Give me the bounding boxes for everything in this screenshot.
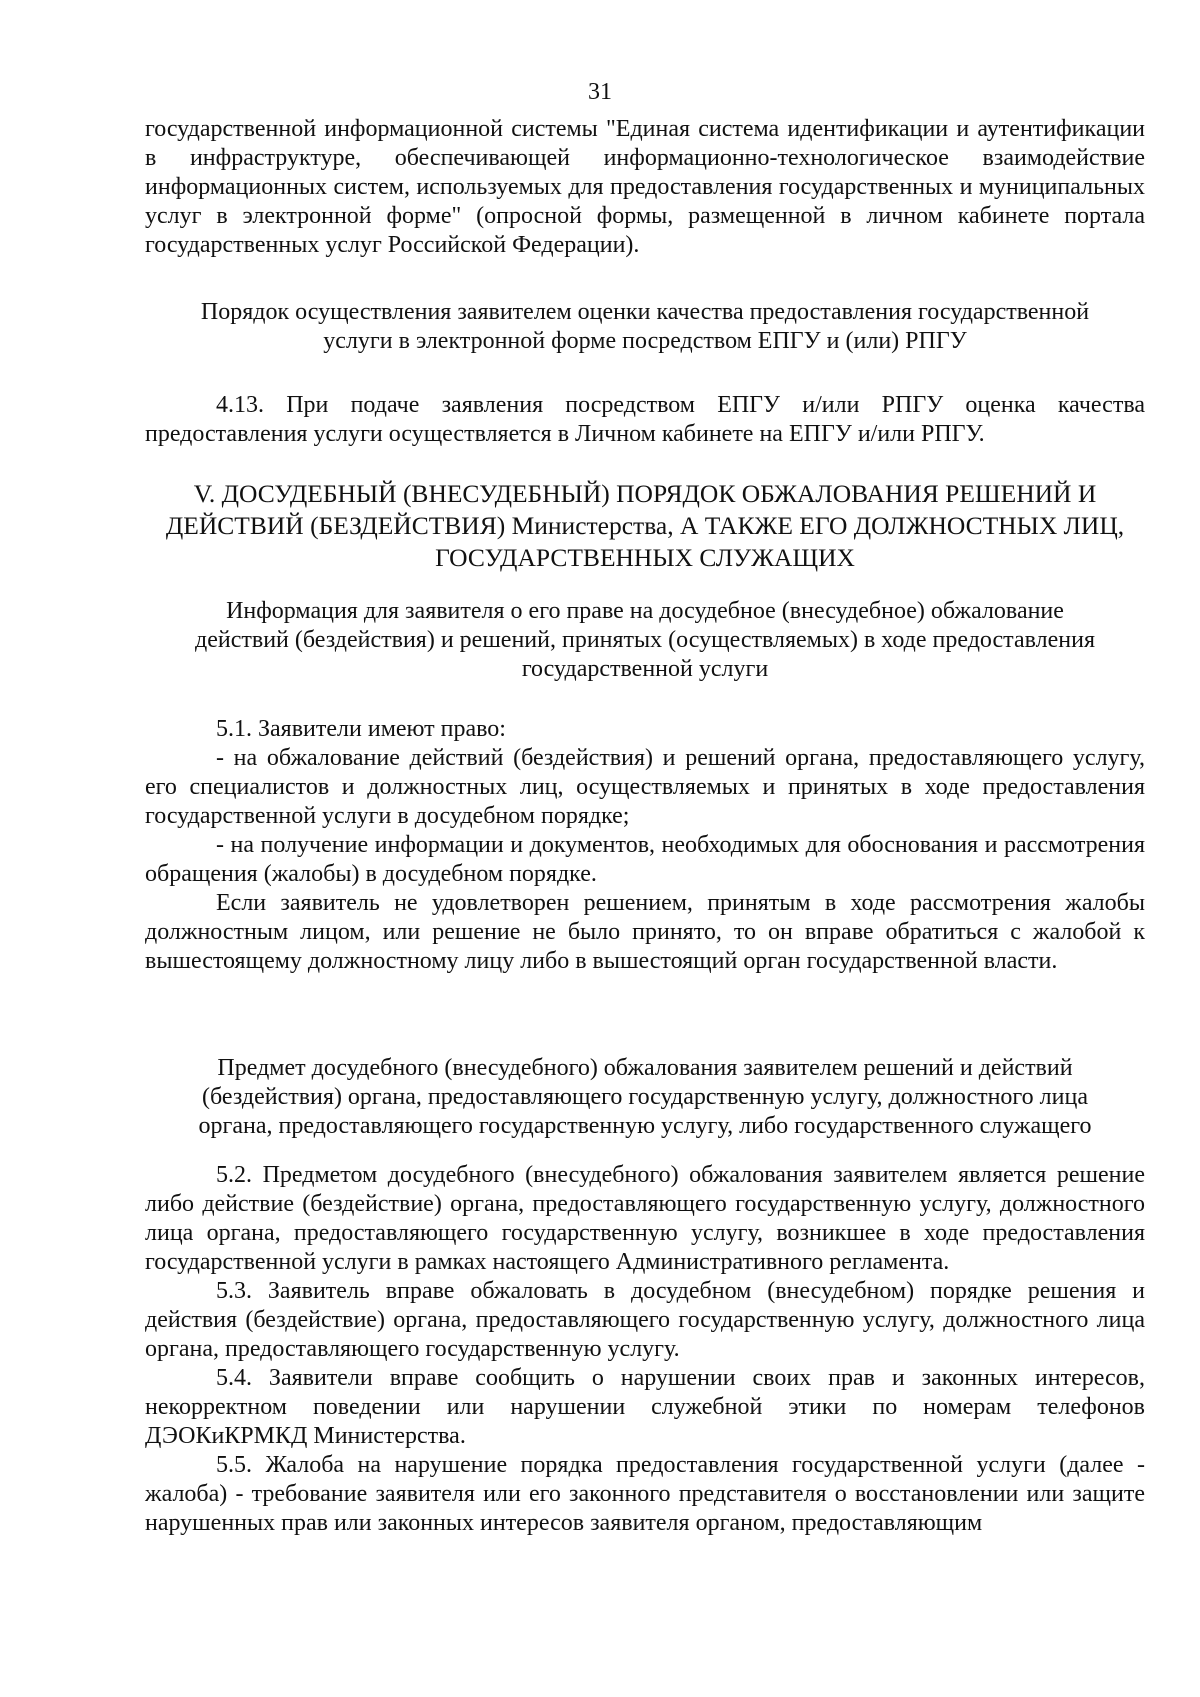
paragraph-5-4: 5.4. Заявители вправе сообщить о нарушении своих прав и законных интересов, некорректном поведении или нарушении служебной этики по номерам телефонов ДЭОКиКРМКД Министерства. (145, 1365, 1145, 1449)
paragraph-5-1-item-a: - на обжалование действий (бездействия) и решений органа, предоставляющего услугу, его специалистов и должностных лиц, осуществляемых и принятых в ходе предоставления государственной услуги в досудебном порядке; (145, 745, 1145, 829)
heading-info-line-3: государственной услуги (521, 656, 769, 682)
section-v-line-3: ГОСУДАРСТВЕННЫХ СЛУЖАЩИХ (435, 543, 855, 572)
heading-subject-line-2: (бездействия) органа, предоставляющего государственную услугу, должностного лица (202, 1084, 1088, 1110)
paragraph-5-2: 5.2. Предметом досудебного (внесудебного) обжалования заявителем является решение либо действие (бездействие) органа, предоставляющего государственную услугу, должностного лица органа, предоставляющего государственную услугу, возникшее в ходе предоставления государственной услуги в рамках настоящего Административного регламента. (145, 1162, 1145, 1275)
heading-quality-assessment (145, 298, 1145, 356)
paragraph-4-13-block (145, 391, 1145, 449)
heading-subject-line-3: органа, предоставляющего государственную услугу, либо государственного служащего (198, 1113, 1092, 1139)
intro-paragraph: государственной информационной системы "Единая система идентификации и аутентификации в инфраструктуре, обеспечивающей информационно-технологическое взаимодействие информационных систем, используемых для предоставления государственных и муниципальных услуг в электронной форме" (опросной формы, размещенной в личном кабинете портала государственных услуг Российской Федерации). (145, 116, 1145, 258)
section-v-line-1: V. ДОСУДЕБНЫЙ (ВНЕСУДЕБНЫЙ) ПОРЯДОК ОБЖАЛОВАНИЯ РЕШЕНИЙ И (193, 479, 1097, 508)
heading-quality-line-2: услуги в электронной форме посредством ЕПГУ и (или) РПГУ (323, 328, 967, 354)
heading-appeal-subject (140, 1054, 1150, 1141)
paragraph-5-1-item-b: - на получение информации и документов, необходимых для обоснования и рассмотрения обращения (жалобы) в досудебном порядке. (145, 832, 1145, 887)
section-v-title (140, 478, 1150, 574)
paragraph-5-3: 5.3. Заявитель вправе обжаловать в досудебном (внесудебном) порядке решения и действия (бездействие) органа, предоставляющего государственную услугу, должностного лица органа, предоставляющего государственную услугу. (145, 1278, 1145, 1362)
heading-right-to-appeal (145, 597, 1145, 684)
page-number: 31 (588, 79, 612, 105)
section-5-1-block (145, 715, 1145, 976)
heading-subject-line-1: Предмет досудебного (внесудебного) обжалования заявителем решений и действий (217, 1055, 1073, 1081)
heading-info-line-2: действий (бездействия) и решений, принятых (осуществляемых) в ходе предоставления (195, 627, 1095, 653)
heading-quality-line-1: Порядок осуществления заявителем оценки качества предоставления государственной (200, 299, 1090, 325)
paragraph-4-13: 4.13. При подаче заявления посредством ЕПГУ и/или РПГУ оценка качества предоставления услуги осуществляется в Личном кабинете на ЕПГУ и/или РПГУ. (145, 392, 1145, 447)
section-5-2-5-5-block (145, 1161, 1145, 1538)
paragraph-5-5: 5.5. Жалоба на нарушение порядка предоставления государственной услуги (далее - жалоба) - требование заявителя или его законного представителя о восстановлении или защите нарушенных прав или законных интересов заявителя органом, предоставляющим (145, 1452, 1145, 1536)
paragraph-5-1-note: Если заявитель не удовлетворен решением, принятым в ходе рассмотрения жалобы должностным лицом, или решение не было принято, то он вправе обратиться с жалобой к вышестоящему должностному лицу либо в вышестоящий орган государственной власти. (145, 890, 1145, 974)
section-v-line-2: ДЕЙСТВИЙ (БЕЗДЕЙСТВИЯ) Министерства, А ТАКЖЕ ЕГО ДОЛЖНОСТНЫХ ЛИЦ, (165, 511, 1125, 540)
intro-paragraph-block (145, 115, 1145, 260)
paragraph-5-1: 5.1. Заявители имеют право: (216, 716, 506, 742)
heading-info-line-1: Информация для заявителя о его праве на досудебное (внесудебное) обжалование (226, 598, 1064, 624)
